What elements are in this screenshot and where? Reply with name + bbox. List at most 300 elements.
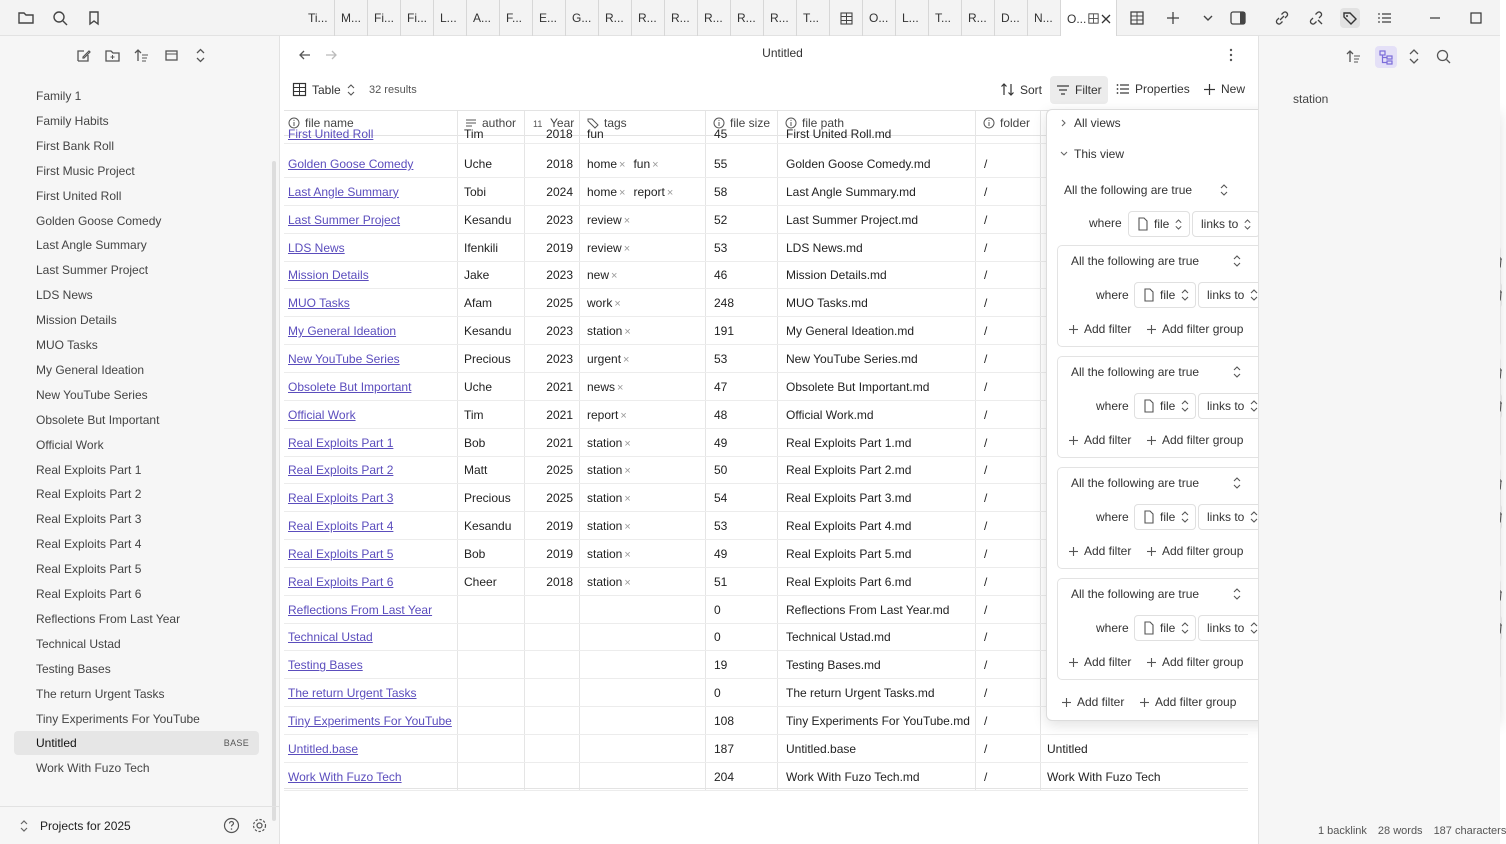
- row-file-name[interactable]: Testing Bases: [288, 658, 363, 673]
- row-file-path[interactable]: Testing Bases.md: [786, 658, 881, 673]
- row-file-path[interactable]: Tiny Experiments For YouTube.md: [786, 714, 970, 728]
- row-file-name[interactable]: Real Exploits Part 1: [288, 435, 394, 450]
- tab[interactable]: [797, 0, 830, 36]
- row-author[interactable]: Uche: [464, 379, 493, 394]
- tab[interactable]: [731, 0, 764, 36]
- tab[interactable]: [995, 0, 1028, 36]
- row-author[interactable]: Matt: [464, 463, 488, 478]
- row-file-size[interactable]: 54: [714, 491, 728, 506]
- row-tags[interactable]: [587, 206, 707, 234]
- vault-switcher-icon[interactable]: [18, 819, 30, 833]
- row-year[interactable]: 2025: [546, 463, 573, 478]
- table-view-icon[interactable]: [1127, 8, 1147, 28]
- operator-select[interactable]: [1198, 393, 1266, 419]
- tag-pill[interactable]: [587, 268, 617, 282]
- sidebar-item-file[interactable]: [14, 557, 259, 581]
- sidebar-item-file[interactable]: [14, 756, 259, 780]
- row-tags[interactable]: [587, 178, 707, 206]
- row-author[interactable]: Kesandu: [464, 212, 512, 227]
- row-author[interactable]: [464, 679, 524, 707]
- add-filter-group-button[interactable]: [1146, 433, 1243, 447]
- settings-gear-icon[interactable]: [251, 817, 268, 834]
- column-header-folder[interactable]: [976, 111, 1030, 135]
- tag-pill[interactable]: [587, 296, 621, 310]
- sidebar-item-file[interactable]: [14, 333, 259, 357]
- filter-button[interactable]: [1050, 76, 1108, 104]
- row-tags[interactable]: [587, 261, 707, 289]
- remove-tag-icon[interactable]: ×: [624, 521, 631, 534]
- remove-tag-icon[interactable]: ×: [624, 437, 631, 450]
- sort-icon[interactable]: [1345, 48, 1362, 65]
- row-file-size[interactable]: 248: [714, 296, 735, 311]
- row-folder[interactable]: /: [984, 324, 988, 339]
- row-author[interactable]: Bob: [464, 435, 486, 450]
- row-author[interactable]: [464, 651, 524, 679]
- sort-button[interactable]: [1000, 82, 1042, 97]
- row-file-path[interactable]: New YouTube Series.md: [786, 351, 918, 366]
- row-file-name[interactable]: Real Exploits Part 3: [288, 491, 394, 506]
- row-year[interactable]: 2019: [546, 519, 573, 534]
- row-file-size[interactable]: 0: [714, 630, 721, 645]
- tab[interactable]: [1061, 0, 1117, 37]
- tab[interactable]: [599, 0, 632, 36]
- row-year[interactable]: 2021: [546, 379, 573, 394]
- help-icon[interactable]: [223, 817, 240, 834]
- property-select[interactable]: [1134, 282, 1196, 308]
- row-file-size[interactable]: 48: [714, 407, 728, 422]
- row-author[interactable]: [464, 596, 524, 624]
- add-filter-group-button[interactable]: [1146, 322, 1243, 336]
- tags-icon[interactable]: [1340, 8, 1360, 28]
- tab[interactable]: [1028, 0, 1061, 36]
- row-file-name[interactable]: Mission Details: [288, 268, 369, 283]
- row-file-name[interactable]: Work With Fuzo Tech: [288, 769, 402, 784]
- remove-tag-icon[interactable]: ×: [619, 159, 626, 171]
- sidebar-item-file[interactable]: [14, 582, 259, 606]
- operator-select[interactable]: [1192, 211, 1260, 237]
- link-icon[interactable]: [1272, 8, 1292, 28]
- row-file-name[interactable]: Reflections From Last Year: [288, 602, 433, 617]
- row-file-name[interactable]: LDS News: [288, 240, 345, 255]
- sidebar-item-file[interactable]: [14, 408, 259, 432]
- sidebar-item-file[interactable]: [14, 134, 259, 158]
- row-file-name[interactable]: Real Exploits Part 5: [288, 546, 394, 561]
- row-folder[interactable]: /: [984, 240, 988, 255]
- row-tags[interactable]: [587, 763, 707, 791]
- tab[interactable]: [368, 0, 401, 36]
- sidebar-item-file[interactable]: [14, 657, 259, 681]
- row-author[interactable]: [464, 735, 524, 763]
- row-year[interactable]: 2019: [546, 240, 573, 255]
- chevron-down-icon[interactable]: [1198, 8, 1218, 28]
- row-tags[interactable]: [587, 623, 707, 651]
- bookmark-icon[interactable]: [84, 8, 104, 28]
- row-year[interactable]: 2025: [546, 296, 573, 311]
- row-file-name[interactable]: Golden Goose Comedy: [288, 157, 414, 171]
- sidebar-item-file[interactable]: [14, 632, 259, 656]
- sidebar-item-file[interactable]: [14, 458, 259, 482]
- row-year[interactable]: 2023: [546, 324, 573, 339]
- tab[interactable]: [632, 0, 665, 36]
- row-file-name[interactable]: Real Exploits Part 2: [288, 463, 394, 478]
- group-conjunction-select[interactable]: [1071, 587, 1242, 601]
- sidebar-item-file[interactable]: [14, 159, 259, 183]
- unlinked-icon[interactable]: [1306, 8, 1326, 28]
- row-file-size[interactable]: 49: [714, 435, 728, 450]
- expand-collapse-icon[interactable]: [190, 45, 210, 65]
- row-folder[interactable]: /: [984, 574, 988, 589]
- row-author[interactable]: Precious: [464, 491, 511, 506]
- remove-tag-icon[interactable]: ×: [624, 493, 631, 506]
- row-year[interactable]: 2018: [546, 157, 573, 171]
- tab[interactable]: [434, 0, 467, 36]
- sidebar-item-file[interactable]: [14, 184, 259, 208]
- tab[interactable]: [764, 0, 797, 36]
- search-icon[interactable]: [1435, 48, 1452, 65]
- row-file-path[interactable]: Last Summer Project.md: [786, 212, 919, 227]
- new-note-icon[interactable]: [73, 45, 93, 65]
- row-tags[interactable]: [587, 540, 707, 568]
- row-file-name[interactable]: Last Angle Summary: [288, 184, 399, 199]
- tab[interactable]: [335, 0, 368, 36]
- tag-pill[interactable]: [587, 380, 623, 394]
- row-file-path[interactable]: Untitled.base: [786, 741, 857, 756]
- row-year[interactable]: 2019: [546, 546, 573, 561]
- tab[interactable]: [830, 0, 863, 36]
- row-file-path[interactable]: Mission Details.md: [786, 268, 887, 283]
- row-folder[interactable]: /: [984, 741, 988, 756]
- vault-name[interactable]: Projects for 2025: [40, 819, 131, 833]
- sidebar-item-file[interactable]: [14, 532, 259, 556]
- tag-pill[interactable]: [587, 241, 630, 255]
- row-file-name[interactable]: MUO Tasks: [288, 296, 350, 311]
- group-conjunction-select[interactable]: [1071, 476, 1242, 490]
- remove-tag-icon[interactable]: ×: [652, 159, 659, 171]
- row-file-name[interactable]: Tiny Experiments For YouTube: [288, 714, 452, 728]
- tab[interactable]: [500, 0, 533, 36]
- row-file-path[interactable]: Work With Fuzo Tech.md: [786, 769, 920, 784]
- sidebar-item-file[interactable]: [14, 482, 259, 506]
- remove-tag-icon[interactable]: ×: [623, 214, 631, 227]
- tag-pill[interactable]: [587, 463, 631, 477]
- row-file-path[interactable]: Official Work.md: [786, 407, 874, 422]
- row-file-path[interactable]: Real Exploits Part 5.md: [786, 546, 912, 561]
- row-file-size[interactable]: 51: [714, 574, 728, 589]
- row-folder[interactable]: /: [984, 379, 988, 394]
- row-folder[interactable]: /: [984, 296, 988, 311]
- row-file-name[interactable]: Official Work: [288, 407, 356, 422]
- row-file-path[interactable]: Real Exploits Part 4.md: [786, 519, 912, 534]
- row-file-size[interactable]: 53: [714, 240, 728, 255]
- remove-tag-icon[interactable]: ×: [617, 381, 624, 394]
- row-file-path[interactable]: Real Exploits Part 6.md: [786, 574, 912, 589]
- tag-pill[interactable]: [633, 157, 658, 171]
- add-filter-button[interactable]: [1068, 655, 1131, 669]
- sidebar-item-file[interactable]: [14, 358, 259, 382]
- row-year[interactable]: [528, 707, 573, 735]
- sidebar-item-file[interactable]: [14, 731, 259, 755]
- row-file-size[interactable]: 53: [714, 351, 728, 366]
- row-file-size[interactable]: 58: [714, 184, 728, 199]
- tree-view-icon[interactable]: [1375, 46, 1397, 68]
- sidebar-item-file[interactable]: [14, 383, 259, 407]
- row-folder[interactable]: /: [984, 351, 988, 366]
- row-author[interactable]: Precious: [464, 351, 511, 366]
- add-filter-group-button[interactable]: [1146, 544, 1243, 558]
- row-file-path[interactable]: Real Exploits Part 3.md: [786, 491, 912, 506]
- tab[interactable]: [896, 0, 929, 36]
- root-conjunction-select[interactable]: [1064, 183, 1229, 197]
- row-author[interactable]: Cheer: [464, 574, 497, 589]
- sort-icon[interactable]: [131, 45, 151, 65]
- tab[interactable]: [929, 0, 962, 36]
- tab[interactable]: [467, 0, 500, 36]
- view-selector[interactable]: [292, 82, 356, 97]
- row-file-name[interactable]: Last Summer Project: [288, 212, 401, 227]
- row-file-path[interactable]: Technical Ustad.md: [786, 630, 891, 645]
- tag-pill[interactable]: [587, 575, 631, 589]
- group-conjunction-select[interactable]: [1071, 254, 1242, 268]
- row-author[interactable]: Jake: [464, 268, 490, 283]
- row-file-name[interactable]: Obsolete But Important: [288, 379, 412, 394]
- row-author[interactable]: [464, 707, 524, 735]
- properties-button[interactable]: [1116, 82, 1190, 96]
- tab[interactable]: [302, 0, 335, 36]
- row-year[interactable]: 2021: [546, 435, 573, 450]
- row-tags[interactable]: [587, 484, 707, 512]
- remove-tag-icon[interactable]: ×: [623, 353, 630, 366]
- row-year[interactable]: 2018: [546, 574, 573, 589]
- sidebar-item-file[interactable]: [14, 707, 259, 731]
- row-folder[interactable]: /: [984, 686, 988, 701]
- remove-tag-icon[interactable]: ×: [624, 548, 631, 561]
- row-file-path[interactable]: Real Exploits Part 2.md: [786, 463, 912, 478]
- sidebar-item-file[interactable]: [14, 84, 259, 108]
- remove-tag-icon[interactable]: ×: [624, 576, 631, 589]
- row-file-size[interactable]: 19: [714, 658, 728, 673]
- row-file-size[interactable]: 50: [714, 463, 728, 478]
- row-tags[interactable]: [587, 707, 707, 735]
- row-folder[interactable]: /: [984, 714, 988, 728]
- add-filter-button[interactable]: [1068, 433, 1131, 447]
- more-options-icon[interactable]: [1228, 47, 1234, 63]
- row-tags[interactable]: [587, 735, 707, 763]
- close-tab-icon[interactable]: [1101, 14, 1111, 24]
- row-year[interactable]: [528, 651, 573, 679]
- remove-tag-icon[interactable]: ×: [624, 465, 631, 478]
- row-tags[interactable]: [587, 512, 707, 540]
- row-folder[interactable]: /: [984, 630, 988, 645]
- sidebar-item-file[interactable]: [14, 433, 259, 457]
- property-select[interactable]: [1128, 211, 1190, 237]
- row-file-size[interactable]: 49: [714, 546, 728, 561]
- new-folder-icon[interactable]: [102, 45, 122, 65]
- row-year[interactable]: [528, 596, 573, 624]
- tab[interactable]: [863, 0, 896, 36]
- tag-pill[interactable]: [587, 352, 629, 366]
- minimize-icon[interactable]: [1425, 8, 1445, 28]
- row-folder[interactable]: /: [984, 463, 988, 478]
- row-tags[interactable]: [587, 568, 707, 596]
- tag-pill[interactable]: [587, 185, 625, 199]
- row-author[interactable]: Ifenkili: [464, 240, 499, 255]
- row-folder[interactable]: /: [984, 658, 988, 673]
- sidebar-item-file[interactable]: [14, 507, 259, 531]
- tab[interactable]: [665, 0, 698, 36]
- row-file-size[interactable]: 46: [714, 268, 728, 283]
- row-file-name[interactable]: First United Roll: [288, 127, 374, 141]
- row-tags[interactable]: [587, 373, 707, 401]
- row-file-size[interactable]: 47: [714, 379, 728, 394]
- row-file-path[interactable]: Golden Goose Comedy.md: [786, 157, 931, 171]
- sidebar-item-file[interactable]: [14, 109, 259, 133]
- row-file-size[interactable]: 53: [714, 519, 728, 534]
- row-file-size[interactable]: 191: [714, 324, 735, 339]
- outline-icon[interactable]: [1375, 8, 1395, 28]
- remove-tag-icon[interactable]: ×: [619, 186, 626, 199]
- sidebar-item-file[interactable]: [14, 607, 259, 631]
- sidebar-scrollbar[interactable]: [272, 161, 276, 821]
- row-file-name[interactable]: My General Ideation: [288, 324, 397, 339]
- tag-pill[interactable]: [587, 491, 631, 505]
- operator-select[interactable]: [1198, 504, 1266, 530]
- collapse-icon[interactable]: [161, 45, 181, 65]
- table-row[interactable]: [284, 763, 1248, 791]
- tab[interactable]: [566, 0, 599, 36]
- add-filter-button[interactable]: [1068, 544, 1131, 558]
- sidebar-item-file[interactable]: [14, 233, 259, 257]
- row-tags[interactable]: [587, 401, 707, 429]
- add-filter-button[interactable]: [1061, 695, 1124, 709]
- row-folder[interactable]: /: [984, 519, 988, 534]
- this-view-toggle[interactable]: [1059, 147, 1124, 161]
- row-file-path[interactable]: My General Ideation.md: [786, 324, 915, 339]
- row-folder[interactable]: /: [984, 212, 988, 227]
- row-author[interactable]: Kesandu: [464, 519, 512, 534]
- row-file-path[interactable]: The return Urgent Tasks.md: [786, 686, 935, 701]
- row-author[interactable]: Uche: [464, 157, 493, 171]
- row-folder[interactable]: /: [984, 769, 988, 784]
- row-folder[interactable]: /: [984, 157, 988, 171]
- row-author[interactable]: Tobi: [464, 184, 487, 199]
- row-file-path[interactable]: Real Exploits Part 1.md: [786, 435, 912, 450]
- operator-select[interactable]: [1198, 282, 1266, 308]
- add-filter-button[interactable]: [1068, 322, 1131, 336]
- add-filter-group-button[interactable]: [1146, 655, 1243, 669]
- sidebar-item-file[interactable]: [14, 258, 259, 282]
- tag-pill[interactable]: [587, 157, 625, 171]
- row-folder[interactable]: /: [984, 546, 988, 561]
- remove-tag-icon[interactable]: ×: [614, 298, 621, 311]
- row-file-path[interactable]: Last Angle Summary.md: [786, 184, 916, 199]
- search-icon[interactable]: [50, 8, 70, 28]
- sidebar-toggle-icon[interactable]: [1228, 8, 1248, 28]
- row-author[interactable]: Kesandu: [464, 324, 512, 339]
- row-year[interactable]: 2023: [546, 212, 573, 227]
- backlink-count[interactable]: 1 backlink: [1318, 825, 1367, 837]
- row-file-path[interactable]: Reflections From Last Year.md: [786, 602, 950, 617]
- row-folder[interactable]: /: [984, 435, 988, 450]
- row-tags[interactable]: [587, 317, 707, 345]
- row-tags[interactable]: [587, 345, 707, 373]
- row-year[interactable]: [528, 679, 573, 707]
- row-author[interactable]: Tim: [464, 407, 484, 422]
- row-extra-column[interactable]: Work With Fuzo Tech: [1047, 769, 1161, 784]
- tab[interactable]: [401, 0, 434, 36]
- row-author[interactable]: [464, 623, 524, 651]
- folder-icon[interactable]: [16, 8, 36, 28]
- row-tags[interactable]: [587, 429, 707, 457]
- row-year[interactable]: [528, 763, 573, 791]
- row-author[interactable]: [464, 763, 524, 791]
- new-tab-icon[interactable]: [1163, 8, 1183, 28]
- row-file-path[interactable]: LDS News.md: [786, 240, 863, 255]
- row-author[interactable]: Afam: [464, 296, 493, 311]
- property-select[interactable]: [1134, 504, 1196, 530]
- tag-pill[interactable]: [633, 185, 673, 199]
- row-year[interactable]: 2024: [546, 184, 573, 199]
- row-file-name[interactable]: Real Exploits Part 4: [288, 519, 394, 534]
- new-button[interactable]: [1203, 82, 1245, 96]
- expand-collapse-icon[interactable]: [1407, 48, 1421, 65]
- row-folder[interactable]: /: [984, 602, 988, 617]
- row-file-name[interactable]: The return Urgent Tasks: [288, 686, 417, 701]
- row-tags[interactable]: [587, 596, 707, 624]
- row-tags[interactable]: [587, 456, 707, 484]
- row-file-name[interactable]: New YouTube Series: [288, 351, 400, 366]
- property-select[interactable]: [1134, 615, 1196, 641]
- tag-pill[interactable]: [587, 324, 631, 338]
- remove-tag-icon[interactable]: ×: [666, 186, 674, 199]
- tag-station[interactable]: station: [1293, 92, 1329, 106]
- row-extra-column[interactable]: Untitled: [1047, 741, 1088, 756]
- row-file-size[interactable]: 55: [714, 157, 728, 171]
- remove-tag-icon[interactable]: ×: [620, 409, 627, 422]
- sidebar-item-file[interactable]: [14, 308, 259, 332]
- property-select[interactable]: [1134, 393, 1196, 419]
- remove-tag-icon[interactable]: ×: [624, 326, 631, 339]
- row-tags[interactable]: [587, 679, 707, 707]
- row-year[interactable]: 2021: [546, 407, 573, 422]
- row-year[interactable]: 2025: [546, 491, 573, 506]
- group-conjunction-select[interactable]: [1071, 365, 1242, 379]
- row-file-size[interactable]: 0: [714, 686, 721, 701]
- row-tags[interactable]: [587, 234, 707, 262]
- tag-pill[interactable]: [587, 408, 627, 422]
- row-tags[interactable]: [587, 150, 707, 178]
- remove-tag-icon[interactable]: ×: [623, 242, 631, 255]
- row-file-path[interactable]: Obsolete But Important.md: [786, 379, 930, 394]
- sidebar-item-file[interactable]: [14, 682, 259, 706]
- sidebar-item-file[interactable]: [14, 283, 259, 307]
- row-file-path[interactable]: MUO Tasks.md: [786, 296, 868, 311]
- row-folder[interactable]: /: [984, 407, 988, 422]
- sidebar-item-file[interactable]: [14, 209, 259, 233]
- maximize-icon[interactable]: [1466, 8, 1486, 28]
- tag-pill[interactable]: [587, 547, 631, 561]
- row-tags[interactable]: [587, 651, 707, 679]
- row-file-size[interactable]: 108: [714, 714, 735, 728]
- tag-pill[interactable]: [587, 519, 631, 533]
- tab[interactable]: [698, 0, 731, 36]
- remove-tag-icon[interactable]: ×: [611, 270, 618, 283]
- tab[interactable]: [962, 0, 995, 36]
- row-file-size[interactable]: 204: [714, 769, 735, 784]
- row-file-size[interactable]: 52: [714, 212, 728, 227]
- row-year[interactable]: [528, 623, 573, 651]
- row-folder[interactable]: /: [984, 491, 988, 506]
- operator-select[interactable]: [1198, 615, 1266, 641]
